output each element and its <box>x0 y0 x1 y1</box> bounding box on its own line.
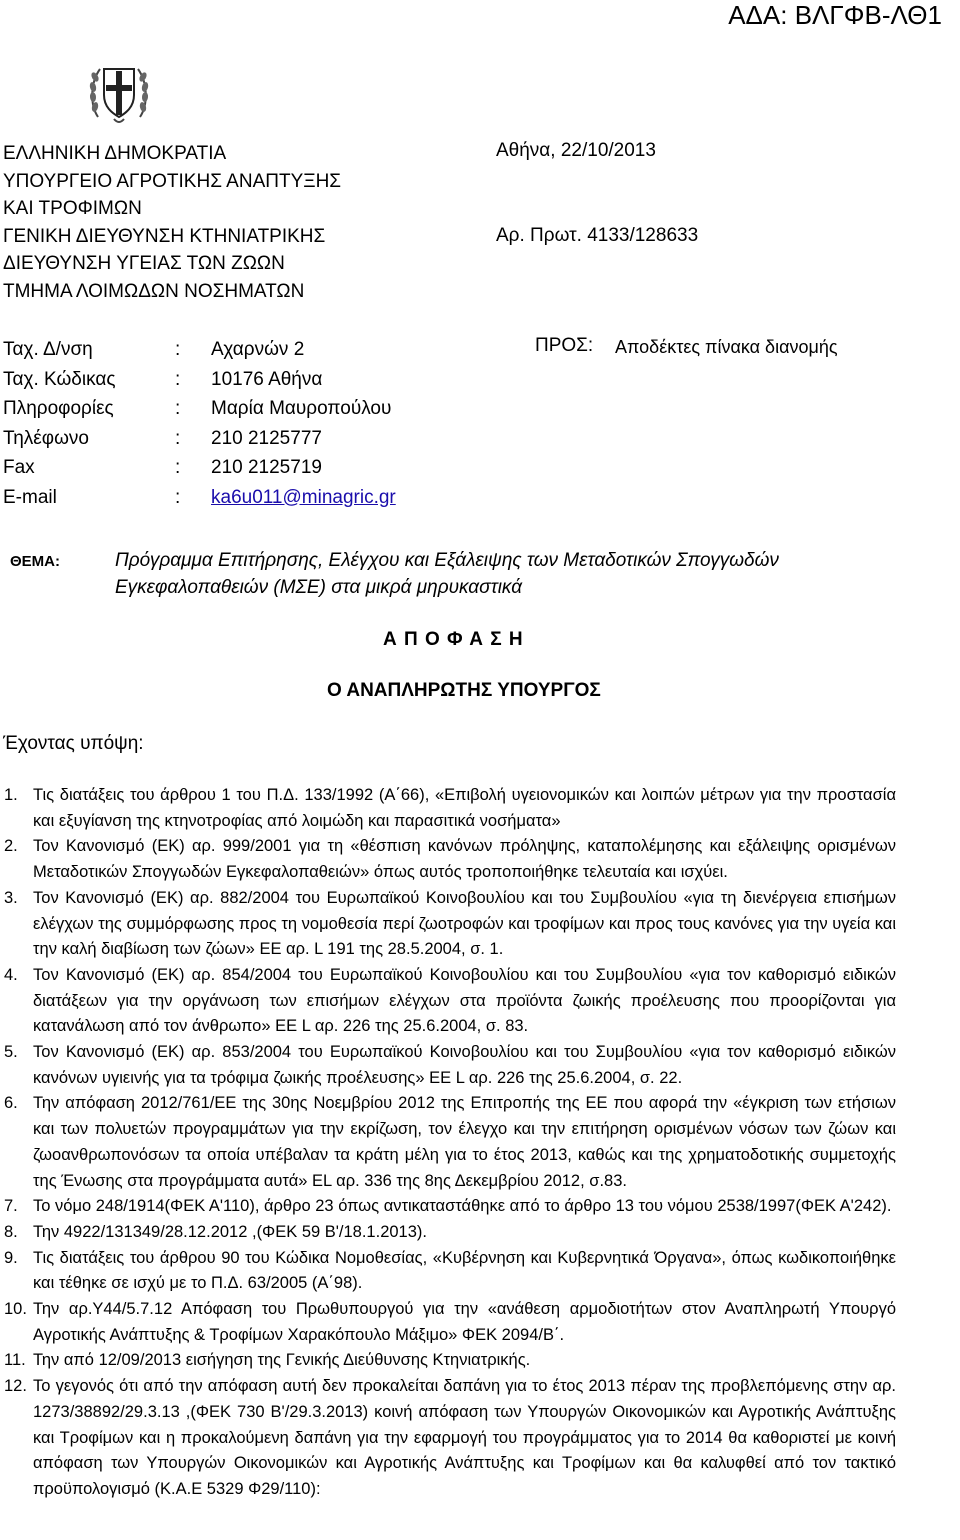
list-item <box>4 1246 896 1297</box>
list-item <box>4 1194 896 1220</box>
considering-heading: Έχοντας υπόψη: <box>3 733 144 754</box>
list-item <box>4 1220 896 1246</box>
item-text: Τις διατάξεις του άρθρου 90 του Κώδικα Νομοθεσίας, «Κυβέρνηση και Κυβερνητικά Όργανα», όπως κωδικοποιήθηκε και τέθηκε σε ισχύ με το Π.Δ. 63/2005 (Α΄98). <box>33 1248 896 1293</box>
list-item <box>4 1040 896 1091</box>
item-text: Τον Κανονισμό (ΕΚ) αρ. 882/2004 του Ευρωπαϊκού Κοινοβουλίου και του Συμβουλίου «για τη διενέργεια επισήμων ελέγχων της συμμόρφωσης προς τη νομοθεσία περί ζωοτροφών και τροφίμων και προς τους κανόνες για την υγεία και την καλή διαβίωση των ζώων» ΕΕ αρ. L 191 της 28.5.2004, σ. 1. <box>33 888 896 959</box>
item-text: Την αρ.Υ44/5.7.12 Απόφαση του Πρωθυπουργού για την «ανάθεση αρμοδιοτήτων στον Αναπληρωτή Υπουργό Αγροτικής Ανάπτυξης & Τροφίμων Χαρακόπουλο Μάξιμο» ΦΕΚ 2094/Β΄. <box>33 1300 896 1344</box>
item-number: 5. <box>4 1043 18 1062</box>
contact-row-phone <box>3 424 483 454</box>
list-item <box>4 1374 896 1503</box>
contact-value: Μαρία Μαυροπούλου <box>211 398 392 419</box>
minister-title: Ο ΑΝΑΠΛΗΡΩΤΗΣ ΥΠΟΥΡΓΟΣ <box>327 680 601 701</box>
subject-label: ΘΕΜΑ: <box>10 553 60 570</box>
email-link[interactable]: ka6u011@minagric.gr <box>211 486 396 508</box>
subject-line: Πρόγραμμα Επιτήρησης, Ελέγχου και Εξάλειψης των Μεταδοτικών Σπογγωδών <box>115 550 779 571</box>
item-number: 9. <box>4 1248 18 1267</box>
list-item <box>4 1091 896 1194</box>
list-item <box>4 963 896 1040</box>
contact-label: Τηλέφωνο <box>3 427 89 449</box>
document-date: Αθήνα, 22/10/2013 <box>496 140 656 161</box>
list-item <box>4 834 896 885</box>
ada-code: ΑΔΑ: ΒΛΓΦΒ-ΛΘ1 <box>728 0 942 30</box>
organisation-header <box>3 140 341 305</box>
contact-separator: : <box>175 427 181 449</box>
list-item <box>4 783 896 834</box>
contact-value: Αχαρνών 2 <box>211 339 305 360</box>
item-number: 10. <box>4 1300 27 1319</box>
list-item <box>4 1348 896 1374</box>
contact-value: 10176 Αθήνα <box>211 368 323 390</box>
contact-label: Ταχ. Κώδικας <box>3 368 116 390</box>
org-line: ΥΠΟΥΡΓΕΙΟ ΑΓΡΟΤΙΚΗΣ ΑΝΑΠΤΥΞΗΣ <box>3 170 342 192</box>
considerations-list <box>4 783 896 1503</box>
contact-row-postcode <box>3 365 483 395</box>
protocol-number: Αρ. Πρωτ. 4133/128633 <box>496 225 699 246</box>
item-text: Τον Κανονισμό (ΕΚ) αρ. 853/2004 του Ευρωπαϊκού Κοινοβουλίου και του Συμβουλίου «για τον καθορισμό ειδικών κανόνων υγιεινής για τα τρόφιμα ζωικής προέλευσης» ΕΕ L αρ. 226 της 25.6.2004, σ. 22. <box>33 1043 896 1087</box>
contact-separator: : <box>175 368 181 390</box>
org-line: ΚΑΙ ΤΡΟΦΙΜΩΝ <box>3 198 142 219</box>
org-line: ΤΜΗΜΑ ΛΟΙΜΩΔΩΝ ΝΟΣΗΜΑΤΩΝ <box>3 280 305 302</box>
item-text: Τον Κανονισμό (ΕΚ) αρ. 854/2004 του Ευρωπαϊκού Κοινοβουλίου και του Συμβουλίου «για τον καθορισμό ειδικών διατάξεων για την οργάνωση των επισήμων ελέγχων στα προϊόντα ζωικής προέλευσης που προορίζονται για κατανάλωση από τον άνθρωπο» ΕΕ L αρ. 226 της 25.6.2004, σ. 83. <box>33 965 896 1036</box>
item-text: Το νόμο 248/1914(ΦΕΚ Α'110), άρθρο 23 όπως αντικαταστάθηκε από το άρθρο 13 του νόμου 2538/1997(ΦΕΚ Α'242). <box>33 1197 892 1216</box>
recipient-label: ΠΡΟΣ: <box>535 335 594 356</box>
item-number: 1. <box>4 786 18 804</box>
contact-separator: : <box>175 457 181 478</box>
item-number: 11. <box>4 1351 26 1370</box>
list-item <box>4 1297 896 1348</box>
item-number: 6. <box>4 1094 18 1113</box>
contact-label: E-mail <box>3 486 57 508</box>
subject-line: Εγκεφαλοπαθειών (ΜΣΕ) στα μικρά μηρυκαστικά <box>115 577 523 598</box>
contact-row-address <box>3 335 483 365</box>
item-number: 12. <box>4 1377 27 1396</box>
list-item <box>4 886 896 963</box>
contact-separator: : <box>175 398 181 419</box>
contact-row-email <box>3 483 483 513</box>
org-line: ΔΙΕΥΘΥΝΣΗ ΥΓΕΙΑΣ ΤΩΝ ΖΩΩΝ <box>3 253 285 274</box>
contact-value: 210 2125777 <box>211 427 322 449</box>
item-text: Τον Κανονισμό (ΕΚ) αρ. 999/2001 για τη «θέσπιση κανόνων πρόληψης, καταπολέμησης και εξάλειψης ορισμένων Μεταδοτικών Σπογγωδών Εγκεφαλοπαθειών» όπως αυτός τροποποιήθηκε τελευταία και ισχύει. <box>33 837 896 882</box>
greek-emblem-icon <box>88 55 150 127</box>
contact-row-info <box>3 394 483 424</box>
decision-title: Α Π Ο Φ Α Σ Η <box>383 629 524 650</box>
contact-value: 210 2125719 <box>211 457 322 478</box>
contact-row-fax <box>3 453 483 483</box>
contact-label: Fax <box>3 457 35 478</box>
org-line: ΕΛΛΗΝΙΚΗ ΔΗΜΟΚΡΑΤΙΑ <box>3 143 227 164</box>
item-number: 3. <box>4 888 18 907</box>
item-number: 2. <box>4 837 18 856</box>
item-text: Την 4922/131349/28.12.2012 ,(ΦΕΚ 59 Β'/18.1.2013). <box>33 1222 427 1241</box>
item-text: Την απόφαση 2012/761/ΕΕ της 30ης Νοεμβρίου 2012 της Επιτροπής της ΕΕ που αφορά την «έγκριση των ετήσιων και των πολυετών προγραμμάτων για την εκρίζωση, τον έλεγχο και την επιτήρηση ορισμένων νόσων των ζώων και ζωοανθρωπονόσων τα οποία υπέβαλαν τα κράτη μέλη για το έτος 2013, καθώς και της χρηματοδοτικής συμμετοχής της Ένωσης στα προγράμματα αυτά» EL αρ. 336 της 8ης Δεκεμβρίου 2012, σ.83. <box>33 1094 896 1190</box>
contact-label: Πληροφορίες <box>3 398 114 419</box>
recipient-value: Αποδέκτες πίνακα διανομής <box>615 337 838 357</box>
contact-separator: : <box>175 339 181 360</box>
contact-separator: : <box>175 486 181 508</box>
org-line: ΓΕΝΙΚΗ ΔΙΕΥΘΥΝΣΗ ΚΤΗΝΙΑΤΡΙΚΗΣ <box>3 225 326 247</box>
item-text: Την από 12/09/2013 εισήγηση της Γενικής Διεύθυνσης Κτηνιατρικής. <box>33 1351 531 1370</box>
item-number: 4. <box>4 965 18 984</box>
item-number: 8. <box>4 1222 18 1241</box>
item-number: 7. <box>4 1197 18 1216</box>
subject-text <box>115 547 779 601</box>
item-text: Το γεγονός ότι από την απόφαση αυτή δεν προκαλείται δαπάνη για το έτος 2013 πέραν της προβλεπόμενης στην αρ. 1273/38892/29.3.13 ,(ΦΕΚ 730 Β'/29.3.2013) κοινή απόφαση των Υπουργών Οικονομικών και Αγροτικής Ανάπτυξης και Τροφίμων και η προκαλούμενη δαπάνη για την εφαρμογή του προγράμματος για το 2014 θα καθοριστεί με κοινή απόφαση των Υπουργών Οικονομικών και Αγροτικής Ανάπτυξης και Τροφίμων και θα καλυφθεί από τον τακτικό προϋπολογισμό (Κ.Α.Ε 5329 Φ29/110): <box>33 1377 896 1498</box>
contact-block <box>3 335 483 512</box>
contact-label: Ταχ. Δ/νση <box>3 339 93 360</box>
item-text: Τις διατάξεις του άρθρου 1 του Π.Δ. 133/1992 (Α΄66), «Επιβολή υγειονομικών και λοιπών μέτρων για την προστασία και εξυγίανση της κτηνοτροφίας από λοιμώδη και παρασιτικά νοσήματα» <box>33 786 896 830</box>
